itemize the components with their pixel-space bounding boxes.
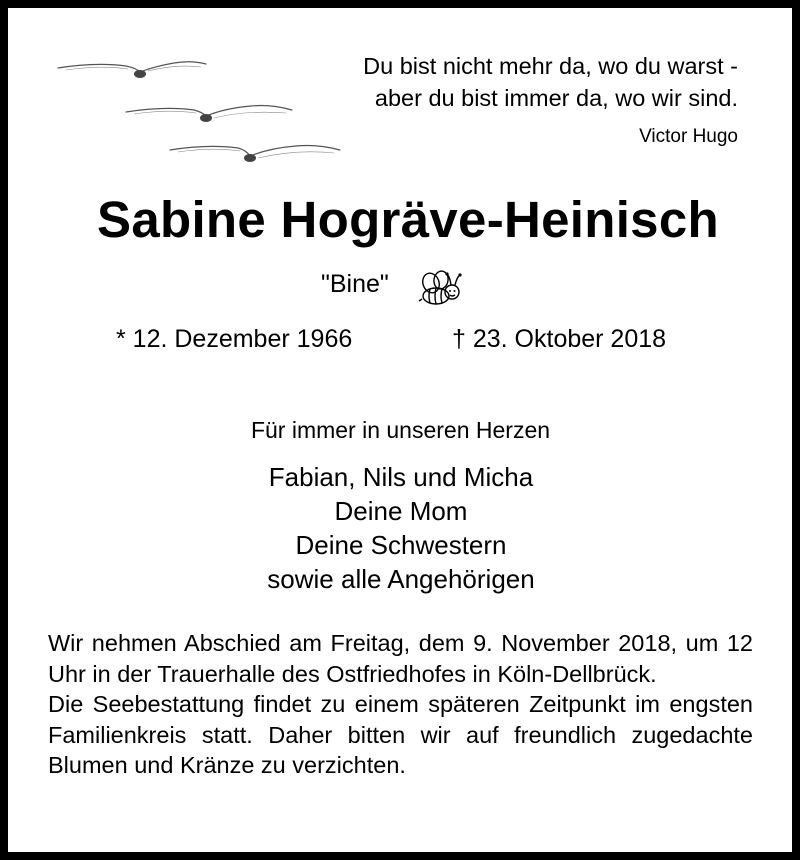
birth-date: * 12. Dezember 1966 [116,325,353,353]
quote-block [278,50,738,148]
mourner-name: sowie alle Angehörigen [267,564,535,594]
mourners-list [8,460,794,596]
deceased-name: Sabine Hogräve-Heinisch [97,191,719,248]
mourner-name: Deine Schwestern [295,530,507,560]
mourner-name: Fabian, Nils und Micha [268,462,534,492]
notice-paragraph: Wir nehmen Abschied am Freitag, dem 9. November 2018, um 12 Uhr in der Trauerhalle des Ostfriedhofes in Köln-Dellbrück. [48,630,753,687]
quote-author: Victor Hugo [639,126,738,147]
funeral-notice [48,628,753,781]
deceased-nickname: "Bine" [321,270,389,298]
quote-line: Du bist nicht mehr da, wo du warst - [363,53,738,79]
mourner-name: Deine Mom [334,496,468,526]
notice-paragraph: Die Seebestattung findet zu einem späteren Zeitpunkt im engsten Familienkreis statt. Daher bitten wir auf freundlich zugedachte Blumen und Kränze zu verzichten. [48,691,753,778]
death-date: † 23. Oktober 2018 [452,325,667,353]
mourners-intro: Für immer in unseren Herzen [250,417,551,443]
quote-line: aber du bist immer da, wo wir sind. [374,85,738,111]
bee-icon [418,266,464,312]
